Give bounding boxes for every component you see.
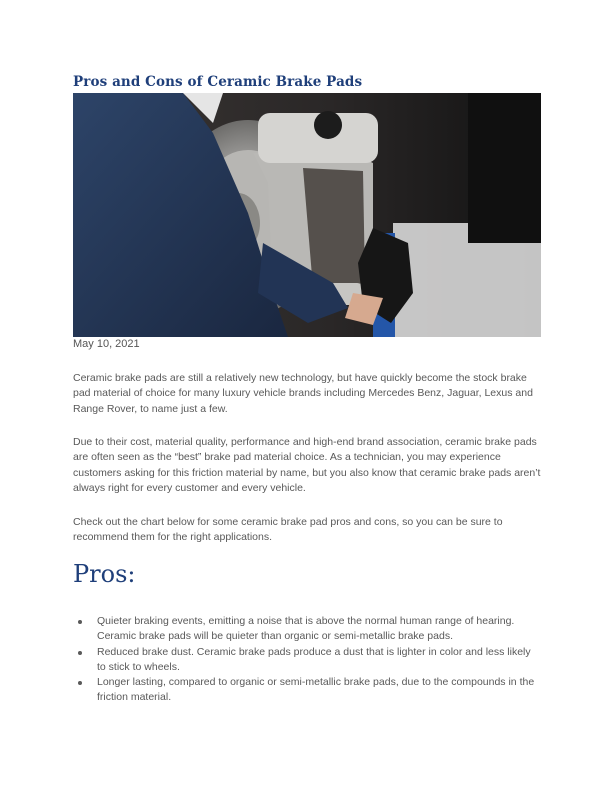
article-title: Pros and Cons of Ceramic Brake Pads (73, 74, 363, 90)
pros-list (97, 614, 542, 706)
bullet-icon (78, 620, 82, 624)
list-item (97, 675, 542, 706)
list-item (97, 614, 542, 645)
pros-item-text: Longer lasting, compared to organic or semi-metallic brake pads, due to the compounds in the friction material. (97, 676, 535, 704)
brake-technician-photo (73, 93, 541, 337)
bullet-icon (78, 681, 82, 685)
chart-paragraph: Check out the chart below for some ceramic brake pad pros and cons, so you can be sure to recommend them for the right applications. (73, 516, 503, 544)
pros-heading: Pros: (73, 560, 136, 588)
pros-item-text: Quieter braking events, emitting a noise that is above the normal human range of hearing. Ceramic brake pads will be quieter than organic or semi-metallic brake pads. (97, 615, 515, 643)
pros-item-text: Reduced brake dust. Ceramic brake pads produce a dust that is lighter in color and less likely to stick to wheels. (97, 645, 531, 673)
cost-paragraph: Due to their cost, material quality, performance and high-end brand association, ceramic brake pads are often seen as the “best” brake pad material choice. As a technician, you may experience customers asking for this friction material by name, but you also know that ceramic brake pads aren’t always right for every customer and every vehicle. (73, 436, 541, 494)
intro-paragraph: Ceramic brake pads are still a relatively new technology, but have quickly become the stock brake pad material of choice for many luxury vehicle brands including Mercedes Benz, Jaguar, Lexus and Range Rover, to name just a few. (73, 372, 533, 415)
bullet-icon (78, 651, 82, 655)
list-item (97, 645, 542, 676)
publish-date: May 10, 2021 (73, 338, 140, 350)
